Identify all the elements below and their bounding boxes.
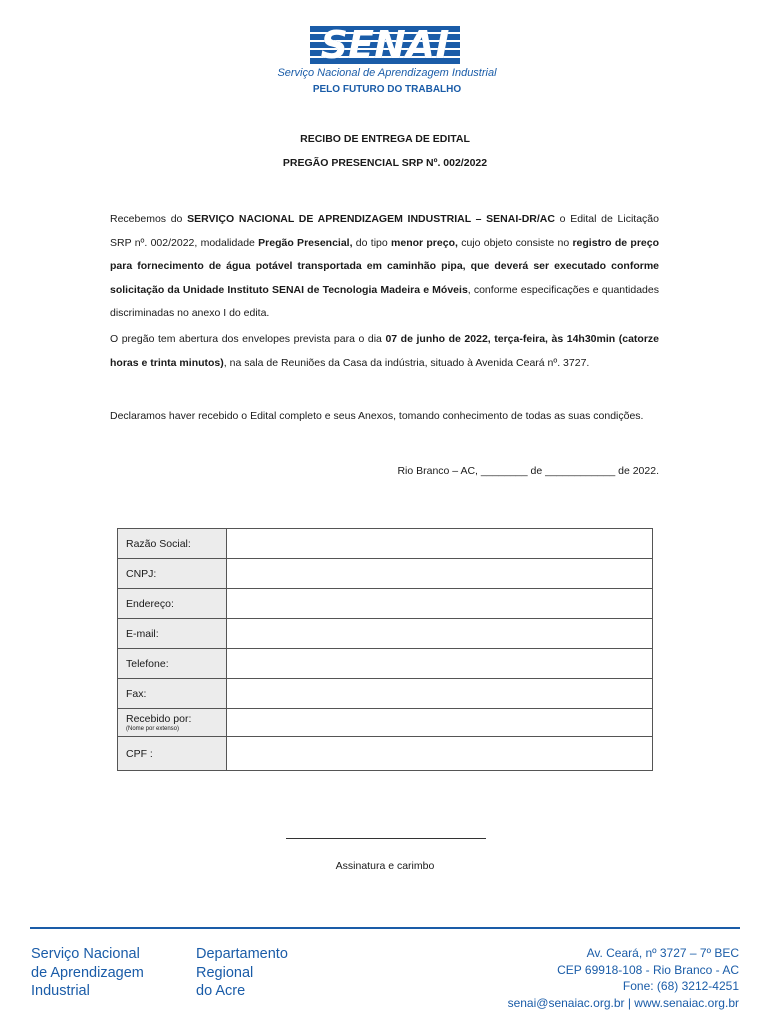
footer-phone: Fone: (68) 3212-4251 — [622, 979, 739, 993]
label-cpf: CPF : — [118, 737, 227, 771]
form-row-recebido-por — [118, 709, 653, 737]
field-telefone[interactable] — [227, 649, 653, 679]
form-row-email — [118, 619, 653, 649]
field-email[interactable] — [227, 619, 653, 649]
paragraph-receipt — [110, 208, 659, 326]
p1-text-3: do tipo — [352, 236, 392, 249]
footer-web[interactable]: senai@senaiac.org.br | www.senaiac.org.br — [507, 995, 739, 1010]
p2-bold-1: 07 de junho de 2022, terça-feira, às 14h30min (catorze horas e trinta minutos) — [110, 333, 659, 369]
label-endereco: Endereço: — [118, 589, 227, 619]
document-title: RECIBO DE ENTREGA DE EDITAL — [300, 133, 470, 145]
footer-dept-line: Regional — [196, 964, 254, 981]
paragraph-declaration: Declaramos haver recebido o Edital completo e seus Anexos, tomando conhecimento de todas as suas condições. — [110, 410, 644, 422]
recipient-form — [117, 528, 653, 771]
logo-text: SENAI — [320, 23, 450, 67]
footer-rule — [30, 927, 740, 929]
footer-dept-line: Departamento — [196, 946, 288, 962]
field-recebido-por[interactable] — [227, 709, 653, 737]
field-fax[interactable] — [227, 679, 653, 709]
p1-bold-4: registro de preço para fornecimento de água potável transportada em caminhão pipa, que deverá ser executado conforme solicitação da Unidade Instituto SENAI de Tecnologia Madeira e Móveis — [110, 236, 659, 296]
logo-subtitle: Serviço Nacional de Aprendizagem Industrial — [277, 67, 497, 79]
footer-dept-line: do Acre — [196, 983, 246, 999]
field-cnpj[interactable] — [227, 559, 653, 589]
footer-contact — [508, 945, 739, 1011]
footer-cep: CEP 69918-108 - Rio Branco - AC — [557, 962, 739, 977]
footer-org-line: Industrial — [31, 983, 90, 999]
label-recebido-por — [118, 709, 227, 737]
label-razao-social: Razão Social: — [118, 529, 227, 559]
p1-text-5: , conforme especificações e quantidades discriminadas no anexo I do edita. — [110, 283, 659, 319]
field-razao-social[interactable] — [227, 529, 653, 559]
label-email: E-mail: — [118, 619, 227, 649]
p1-text-1: Recebemos do — [110, 213, 188, 225]
logo-slogan: PELO FUTURO DO TRABALHO — [312, 84, 462, 95]
p1-bold-1: SERVIÇO NACIONAL DE APRENDIZAGEM INDUSTRIAL – SENAI-DR/AC — [187, 213, 555, 225]
footer-org-line: Serviço Nacional — [31, 946, 140, 962]
form-row-cpf — [118, 737, 653, 771]
recebido-por-note: (Nome por extenso) — [126, 726, 180, 732]
p2-text-2: , na sala de Reuniões da Casa da indústria, situado à Avenida Ceará nº. 3727. — [223, 356, 590, 369]
footer-org-name — [31, 945, 144, 1001]
label-fax: Fax: — [118, 679, 227, 709]
form-row-endereco — [118, 589, 653, 619]
paragraph-opening — [110, 328, 659, 375]
form-row-telefone — [118, 649, 653, 679]
footer-department — [196, 945, 288, 1001]
p2-text-1: O pregão tem abertura dos envelopes prevista para o dia — [110, 333, 386, 345]
p1-text-2: o Edital de Licitação SRP nº. 002/2022, modalidade — [110, 213, 659, 249]
document-subtitle: PREGÃO PRESENCIAL SRP Nº. 002/2022 — [282, 157, 488, 169]
recebido-por-text: Recebido por: — [126, 713, 192, 725]
p1-bold-2: Pregão Presencial, — [258, 236, 353, 249]
footer-org-line: de Aprendizagem — [31, 964, 144, 981]
dateline: Rio Branco – AC, ________ de ____________ de 2022. — [397, 465, 659, 477]
footer-address: Av. Ceará, nº 3727 – 7º BEC — [586, 946, 739, 960]
p1-text-4: cujo objeto consiste no — [457, 236, 573, 249]
field-endereco[interactable] — [227, 589, 653, 619]
label-cnpj: CNPJ: — [118, 559, 227, 589]
p1-bold-3: menor preço, — [391, 236, 458, 249]
signature-line — [286, 838, 486, 839]
signature-label: Assinatura e carimbo — [335, 860, 435, 872]
form-row-cnpj — [118, 559, 653, 589]
field-cpf[interactable] — [227, 737, 653, 771]
label-telefone: Telefone: — [118, 649, 227, 679]
form-row-razao-social — [118, 529, 653, 559]
form-row-fax — [118, 679, 653, 709]
